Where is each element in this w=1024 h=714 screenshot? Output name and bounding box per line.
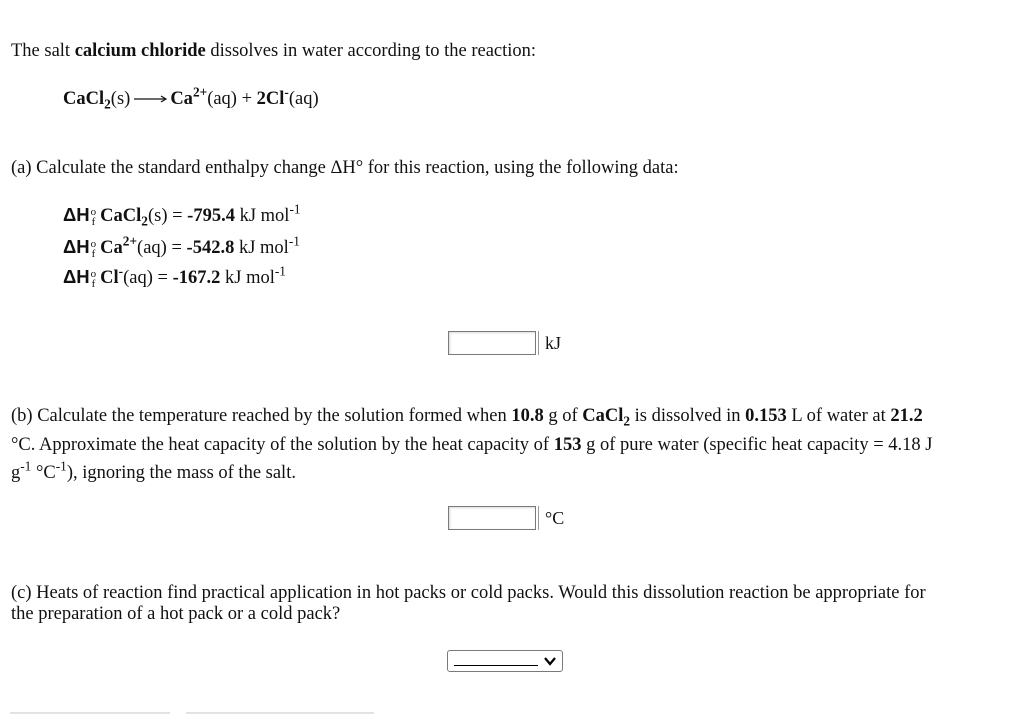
formation-data-row xyxy=(63,263,286,290)
part-b-text: g of pure water (specific heat capacity = 4.18 J xyxy=(581,435,933,455)
unit-exponent: -1 xyxy=(289,201,301,217)
part-b-line-1 xyxy=(11,405,923,427)
species-state: (s) xyxy=(147,206,168,226)
formation-data-row xyxy=(63,201,301,229)
salt-subscript: 2 xyxy=(623,413,631,429)
intro-compound: calcium chloride xyxy=(74,41,206,61)
select-blank-line xyxy=(454,665,538,666)
enthalpy-unit: kJ mol xyxy=(225,268,275,288)
part-c-line-2: the preparation of a hot pack or a cold pack? xyxy=(11,604,341,624)
formation-sub: f xyxy=(91,215,96,228)
reaction-arrow-icon xyxy=(134,94,168,104)
part-a-answer-input[interactable] xyxy=(448,331,536,355)
part-b-text: L of water at xyxy=(786,406,891,426)
enthalpy-value: -542.8 xyxy=(186,238,235,258)
formation-data-row xyxy=(63,233,300,260)
species-state: (aq) xyxy=(123,268,153,288)
part-b-text: is dissolved in xyxy=(630,406,746,426)
part-a-unit-label: kJ xyxy=(538,331,561,355)
enthalpy-unit: kJ mol xyxy=(238,238,289,258)
formation-sub: f xyxy=(91,277,96,290)
part-b-text: ), ignoring the mass of the salt. xyxy=(66,463,296,483)
product-chloride-state: (aq) xyxy=(288,89,319,109)
equals-sign: = xyxy=(152,268,173,288)
part-b-text: g of xyxy=(543,406,583,426)
reaction-equation xyxy=(63,84,319,112)
reactant: CaCl xyxy=(63,89,105,109)
part-b-line-2 xyxy=(11,434,932,456)
standard-sign: o xyxy=(90,205,97,218)
degree-exponent: -1 xyxy=(55,458,67,474)
gram-unit: g xyxy=(11,463,21,483)
part-b-text: °C. Approximate the heat capacity of the solution by the heat capacity of xyxy=(11,435,554,455)
salt-formula: CaCl xyxy=(582,406,624,426)
plus-sign: + xyxy=(236,89,257,109)
part-c-line-1: (c) Heats of reaction find practical application in hot packs or cold packs. Would this dissolution reaction be appropriate for xyxy=(11,583,926,603)
species-name: CaCl xyxy=(100,206,142,226)
species-state: (aq) xyxy=(137,238,167,258)
unit-exponent: -1 xyxy=(288,233,300,249)
intro-after: dissolves in water according to the reaction: xyxy=(205,41,537,61)
salt-mass: 10.8 xyxy=(511,406,544,426)
part-b-answer-input[interactable] xyxy=(448,506,536,530)
gram-exponent: -1 xyxy=(20,458,32,474)
product-chloride-charge: - xyxy=(284,84,289,100)
intro-before: The salt xyxy=(11,41,75,61)
formation-sub: f xyxy=(91,247,96,260)
part-a-question: (a) Calculate the standard enthalpy change ΔH° for this reaction, using the following data: xyxy=(11,158,679,178)
reactant-state: (s) xyxy=(110,89,131,109)
reactant-subscript: 2 xyxy=(104,96,111,112)
degree-unit: °C xyxy=(31,463,56,483)
delta-h-label: ΔH xyxy=(63,204,90,225)
equals-sign: = xyxy=(166,238,187,258)
water-mass: 153 xyxy=(553,435,582,455)
chevron-down-icon xyxy=(542,654,558,668)
enthalpy-unit: kJ mol xyxy=(239,206,290,226)
product-calcium-state: (aq) xyxy=(207,89,237,109)
formation-marker xyxy=(91,269,97,289)
delta-h-label: ΔH xyxy=(63,236,90,257)
part-b-line-3 xyxy=(11,458,296,484)
species-name: Ca xyxy=(100,238,123,258)
part-b-unit-label: °C xyxy=(538,506,564,530)
unit-exponent: -1 xyxy=(274,263,286,279)
part-c-pack-select[interactable] xyxy=(447,650,563,672)
formation-marker xyxy=(91,239,97,259)
species-charge: 2+ xyxy=(122,233,138,249)
part-b-text: (b) Calculate the temperature reached by the solution formed when xyxy=(11,406,512,426)
species-name: Cl xyxy=(100,268,119,288)
product-calcium-charge: 2+ xyxy=(192,84,208,100)
equals-sign: = xyxy=(167,206,188,226)
standard-sign: o xyxy=(90,267,97,280)
enthalpy-value: -167.2 xyxy=(172,268,221,288)
species-charge: - xyxy=(118,263,124,279)
water-volume: 0.153 xyxy=(745,406,787,426)
product-calcium: Ca xyxy=(170,89,193,109)
species-subscript: 2 xyxy=(141,213,148,229)
formation-marker xyxy=(91,207,97,227)
intro-text xyxy=(11,40,536,62)
product-chloride: 2Cl xyxy=(256,89,285,109)
initial-temperature: 21.2 xyxy=(890,406,923,426)
enthalpy-value: -795.4 xyxy=(187,206,235,226)
delta-h-label: ΔH xyxy=(63,266,90,287)
standard-sign: o xyxy=(90,237,97,250)
